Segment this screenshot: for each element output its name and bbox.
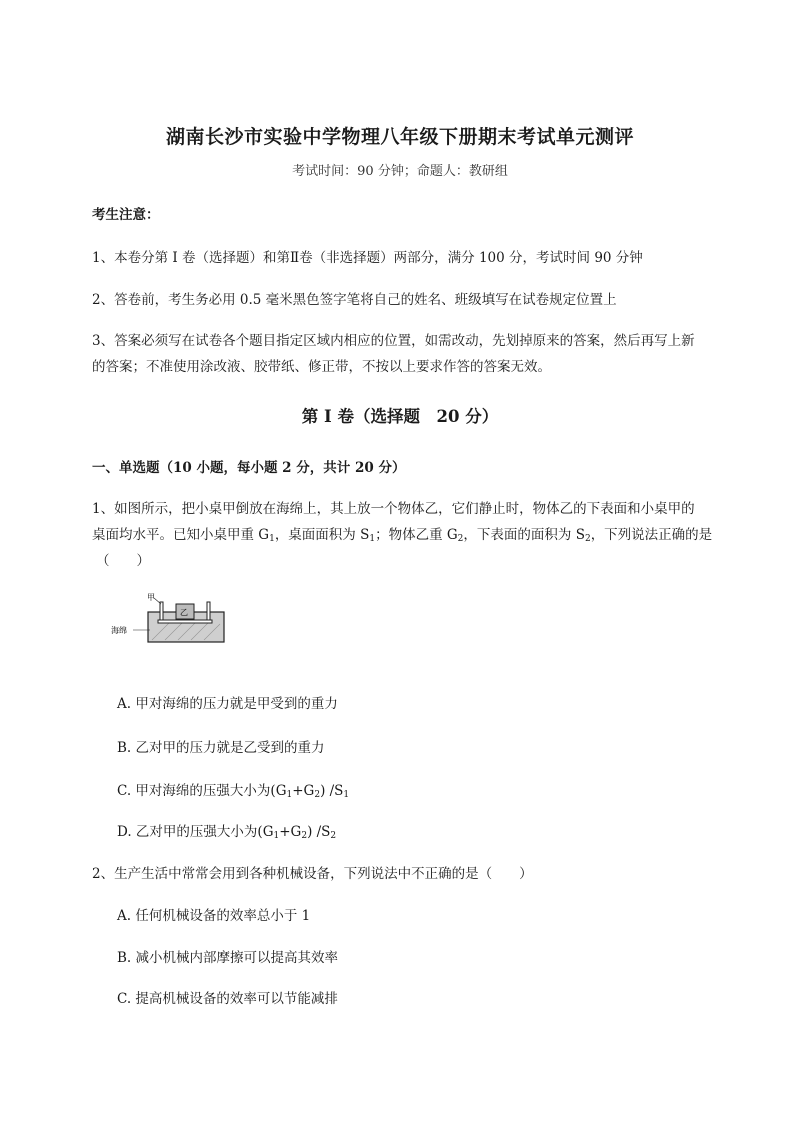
table-leg-left: [160, 602, 163, 620]
q1-stem-line3: （ ）: [96, 553, 150, 569]
q1-figure: [110, 592, 234, 644]
opt-text: ) /S: [320, 783, 344, 799]
notice-heading: 考生注意：: [92, 207, 160, 223]
q1-sub: 1: [369, 534, 376, 544]
section-title: 第 I 卷（选择题 20 分）: [301, 407, 499, 426]
q1-option-d: [117, 820, 336, 841]
opt-text: +G: [292, 783, 315, 799]
q1-sub: 1: [269, 534, 275, 544]
table-top: [158, 620, 212, 623]
opt-sub: 2: [330, 831, 337, 841]
q2-option-c: C. 提高机械设备的效率可以节能减排: [117, 991, 338, 1007]
q2-option-a: A. 任何机械设备的效率总小于 1: [117, 908, 311, 924]
q1-option-a: A. 甲对海绵的压力就是甲受到的重力: [117, 696, 338, 712]
opt-text: D. 乙对甲的压强大小为(G: [117, 824, 274, 840]
label-yi: 乙: [180, 608, 188, 617]
opt-sub: 1: [273, 831, 280, 841]
q1-option-c: [117, 779, 349, 800]
notice-item-3-cont: 的答案；不准使用涂改液、胶带纸、修正带，不按以上要求作答的答案无效。: [92, 359, 551, 375]
opt-sub: 1: [286, 790, 293, 800]
q1-text: ，下列说法正确的是: [590, 527, 713, 543]
opt-sub: 2: [314, 790, 321, 800]
q1-option-b: B. 乙对甲的压力就是乙受到的重力: [117, 740, 325, 756]
opt-text: C. 甲对海绵的压强大小为(G: [117, 783, 287, 799]
q1-stem-line1: 1、如图所示，把小桌甲倒放在海绵上，其上放一个物体乙，它们静止时，物体乙的下表面和小桌甲的: [92, 501, 695, 517]
q1-sub: 2: [584, 534, 591, 544]
q1-text: 桌面均水平。已知小桌甲重 G: [92, 527, 270, 543]
opt-text: +G: [279, 824, 302, 840]
notice-item-3: 3、答案必须写在试卷各个题目指定区域内相应的位置，如需改动，先划掉原来的答案，然后再写上新: [92, 333, 695, 349]
q2-option-b: B. 减小机械内部摩擦可以提高其效率: [117, 950, 339, 966]
table-leg-right: [207, 602, 210, 620]
label-pointer-jia: [154, 598, 161, 604]
exam-title: 湖南长沙市实验中学物理八年级下册期末考试单元测评: [165, 126, 634, 148]
notice-item-1: 1、本卷分第 I 卷（选择题）和第Ⅱ卷（非选择题）两部分，满分 100 分，考试时间 90 分钟: [92, 250, 643, 266]
q1-text: ，桌面面积为 S: [274, 527, 370, 543]
q1-sub: 2: [457, 534, 464, 544]
q1-stem-line2: [92, 523, 712, 544]
q1-text: ；物体乙重 G: [375, 527, 458, 543]
exam-subtitle: 考试时间：90 分钟；命题人：教研组: [292, 164, 508, 179]
q1-text: ，下表面的面积为 S: [463, 527, 585, 543]
opt-sub: 1: [343, 790, 350, 800]
opt-sub: 2: [301, 831, 308, 841]
label-sponge: 海绵: [111, 626, 127, 635]
q2-stem: 2、生产生活中常常会用到各种机械设备，下列说法中不正确的是（ ）: [92, 866, 533, 882]
opt-text: ) /S: [307, 824, 331, 840]
label-jia: 甲: [147, 593, 155, 602]
part-heading: 一、单选题（10 小题，每小题 2 分，共计 20 分）: [92, 460, 406, 476]
notice-item-2: 2、答卷前，考生务必用 0.5 毫米黑色签字笔将自己的姓名、班级填写在试卷规定位置上: [92, 292, 617, 308]
